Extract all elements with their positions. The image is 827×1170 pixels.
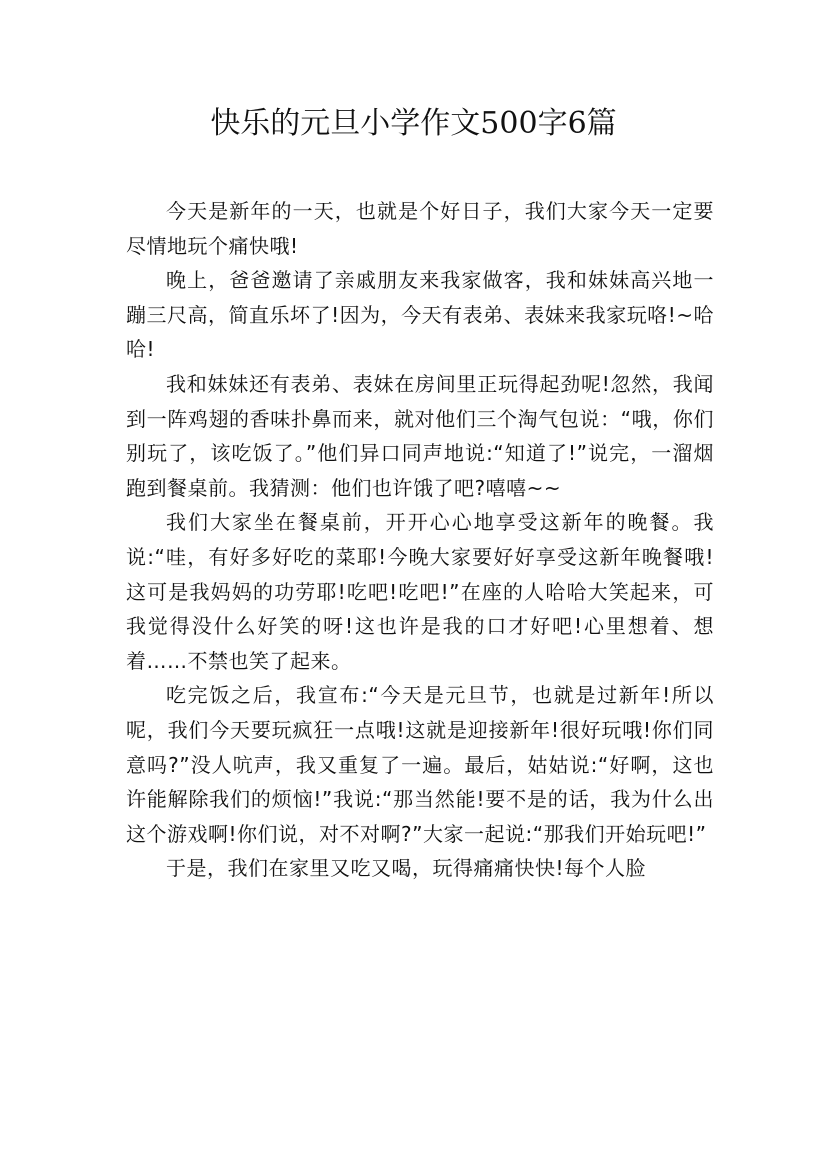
document-body: [126, 194, 714, 886]
paragraph-5: 吃完饭之后，我宣布:“今天是元旦节，也就是过新年!所以呢，我们今天要玩疯狂一点哦!这就是迎接新年!很好玩哦!你们同意吗?”没人吭声，我又重复了一遍。最后，姑姑说:“好啊，这也许能解除我们的烦恼!”我说:“那当然能!要不是的话，我为什么出这个游戏啊!你们说，对不对啊?”大家一起说:“那我们开始玩吧!”: [126, 683, 714, 846]
paragraph-6: 于是，我们在家里又吃又喝，玩得痛痛快快!每个人脸: [166, 856, 647, 881]
paragraph-3: 我和妹妹还有表弟、表妹在房间里正玩得起劲呢!忽然，我闻到一阵鸡翅的香味扑鼻而来，就对他们三个淘气包说：“哦，你们别玩了，该吃饭了。”他们异口同声地说:“知道了!”说完，一溜烟跑到餐桌前。我猜测：他们也许饿了吧?嘻嘻~~: [126, 371, 714, 500]
paragraph-4: 我们大家坐在餐桌前，开开心心地享受这新年的晚餐。我说:“哇，有好多好吃的菜耶!今晚大家要好好享受这新年晚餐哦!这可是我妈妈的功劳耶!吃吧!吃吧!”在座的人哈哈大笑起来，可我觉得没什么好笑的呀!这也许是我的口才好吧!心里想着、想着……不禁也笑了起来。: [126, 510, 714, 673]
document-title: 快乐的元旦小学作文500字6篇: [210, 106, 617, 141]
paragraph-1: 今天是新年的一天，也就是个好日子，我们大家今天一定要尽情地玩个痛快哦!: [126, 199, 714, 258]
paragraph-2: 晚上，爸爸邀请了亲戚朋友来我家做客，我和妹妹高兴地一蹦三尺高，简直乐坏了!因为，今天有表弟、表妹来我家玩咯!~哈哈!: [126, 268, 714, 362]
